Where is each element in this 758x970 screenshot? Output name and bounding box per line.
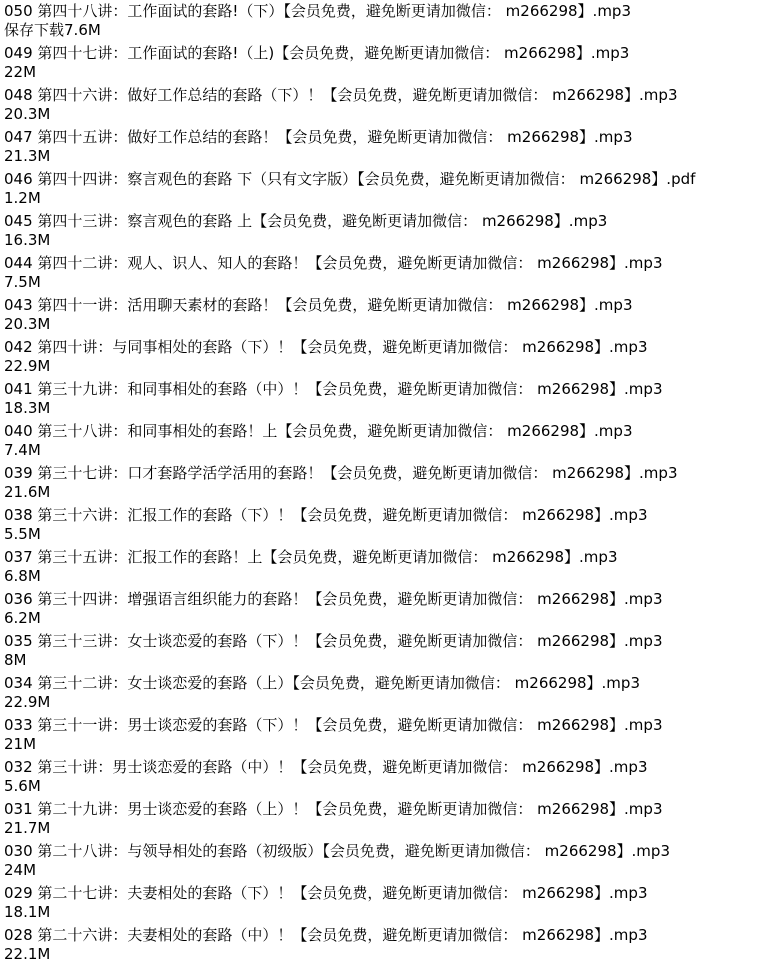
file-list-item[interactable]: [0, 630, 758, 672]
file-meta: [4, 861, 758, 882]
file-name[interactable]: 032 第三十讲：男士谈恋爱的套路（中）！【会员免费，避免断更请加微信： m266298】.mp3: [4, 758, 648, 776]
file-list-item[interactable]: [0, 168, 758, 210]
file-size: 21.3M: [4, 147, 51, 165]
file-list-item[interactable]: [0, 0, 758, 42]
file-meta: [4, 189, 758, 210]
file-size: 7.4M: [4, 441, 41, 459]
file-name[interactable]: 047 第四十五讲：做好工作总结的套路！【会员免费，避免断更请加微信： m266298】.mp3: [4, 128, 633, 146]
file-meta: [4, 63, 758, 84]
file-list-item[interactable]: [0, 756, 758, 798]
file-meta: [4, 273, 758, 294]
file-meta: [4, 399, 758, 420]
file-size: 7.6M: [64, 21, 101, 39]
file-name[interactable]: 029 第二十七讲：夫妻相处的套路（下）！【会员免费，避免断更请加微信： m266298】.mp3: [4, 884, 648, 902]
file-list-item[interactable]: [0, 252, 758, 294]
file-list-item[interactable]: [0, 840, 758, 882]
file-list-item[interactable]: [0, 378, 758, 420]
file-name[interactable]: 030 第二十八讲：与领导相处的套路（初级版）【会员免费，避免断更请加微信： m266298】.mp3: [4, 842, 670, 860]
file-name[interactable]: 036 第三十四讲：增强语言组织能力的套路！【会员免费，避免断更请加微信： m266298】.mp3: [4, 590, 663, 608]
file-meta: [4, 315, 758, 336]
file-name[interactable]: 049 第四十七讲：工作面试的套路!（上)【会员免费，避免断更请加微信： m266298】.mp3: [4, 44, 630, 62]
file-name[interactable]: 033 第三十一讲：男士谈恋爱的套路（下）！【会员免费，避免断更请加微信： m266298】.mp3: [4, 716, 663, 734]
file-list-item[interactable]: [0, 714, 758, 756]
file-meta: [4, 609, 758, 630]
file-list-item[interactable]: [0, 294, 758, 336]
file-list-item[interactable]: [0, 504, 758, 546]
file-size: 7.5M: [4, 273, 41, 291]
file-size: 21.6M: [4, 483, 51, 501]
file-meta: [4, 735, 758, 756]
file-name[interactable]: 039 第三十七讲：口才套路学活学活用的套路！【会员免费，避免断更请加微信： m266298】.mp3: [4, 464, 678, 482]
file-list-item[interactable]: [0, 462, 758, 504]
file-name[interactable]: 034 第三十二讲：女士谈恋爱的套路（上）【会员免费，避免断更请加微信： m266298】.mp3: [4, 674, 640, 692]
file-size: 22.1M: [4, 945, 51, 963]
file-list-item[interactable]: [0, 882, 758, 924]
file-size: 22.9M: [4, 357, 51, 375]
file-meta: [4, 441, 758, 462]
file-meta: [4, 567, 758, 588]
file-size: 18.3M: [4, 399, 51, 417]
file-meta: [4, 105, 758, 126]
file-name[interactable]: 043 第四十一讲：活用聊天素材的套路！【会员免费，避免断更请加微信： m266298】.mp3: [4, 296, 633, 314]
file-size: 22.9M: [4, 693, 51, 711]
file-name[interactable]: 037 第三十五讲：汇报工作的套路！上【会员免费，避免断更请加微信： m266298】.mp3: [4, 548, 618, 566]
file-name[interactable]: 050 第四十八讲：工作面试的套路!（下）【会员免费，避免断更请加微信： m266298】.mp3: [4, 2, 632, 20]
file-meta: [4, 945, 758, 966]
file-name[interactable]: 044 第四十二讲：观人、识人、知人的套路！【会员免费，避免断更请加微信： m266298】.mp3: [4, 254, 663, 272]
file-meta: [4, 525, 758, 546]
file-name[interactable]: 040 第三十八讲：和同事相处的套路！上【会员免费，避免断更请加微信： m266298】.mp3: [4, 422, 633, 440]
file-name[interactable]: 046 第四十四讲：察言观色的套路 下（只有文字版）【会员免费，避免断更请加微信： m266298】.pdf: [4, 170, 696, 188]
file-name[interactable]: 038 第三十六讲：汇报工作的套路（下）！【会员免费，避免断更请加微信： m266298】.mp3: [4, 506, 648, 524]
file-name[interactable]: 041 第三十九讲：和同事相处的套路（中）！【会员免费，避免断更请加微信： m266298】.mp3: [4, 380, 663, 398]
file-list-item[interactable]: [0, 420, 758, 462]
file-name[interactable]: 045 第四十三讲：察言观色的套路 上【会员免费，避免断更请加微信： m266298】.mp3: [4, 212, 608, 230]
file-name[interactable]: 048 第四十六讲：做好工作总结的套路（下）！【会员免费，避免断更请加微信： m266298】.mp3: [4, 86, 678, 104]
file-list-item[interactable]: [0, 672, 758, 714]
file-list-item[interactable]: [0, 210, 758, 252]
file-list-item[interactable]: [0, 924, 758, 966]
file-size: 24M: [4, 861, 37, 879]
file-meta: [4, 357, 758, 378]
file-list-item[interactable]: [0, 84, 758, 126]
file-name[interactable]: 035 第三十三讲：女士谈恋爱的套路（下）！【会员免费，避免断更请加微信： m266298】.mp3: [4, 632, 663, 650]
file-meta: [4, 903, 758, 924]
file-list-item[interactable]: [0, 546, 758, 588]
file-meta: [4, 819, 758, 840]
file-size: 5.5M: [4, 525, 41, 543]
file-size: 1.2M: [4, 189, 41, 207]
file-size: 21M: [4, 735, 37, 753]
file-meta: [4, 693, 758, 714]
file-meta: [4, 21, 758, 42]
file-size: 20.3M: [4, 105, 51, 123]
file-name[interactable]: 028 第二十六讲：夫妻相处的套路（中）！【会员免费，避免断更请加微信： m266298】.mp3: [4, 926, 648, 944]
file-meta: [4, 231, 758, 252]
file-size: 6.8M: [4, 567, 41, 585]
file-list-item[interactable]: [0, 798, 758, 840]
file-size: 8M: [4, 651, 27, 669]
file-size: 18.1M: [4, 903, 51, 921]
file-meta: [4, 777, 758, 798]
file-size: 16.3M: [4, 231, 51, 249]
file-list-item[interactable]: [0, 588, 758, 630]
file-size: 6.2M: [4, 609, 41, 627]
file-size: 5.6M: [4, 777, 41, 795]
file-list-item[interactable]: [0, 42, 758, 84]
file-list-item[interactable]: [0, 126, 758, 168]
file-name[interactable]: 042 第四十讲：与同事相处的套路（下）！【会员免费，避免断更请加微信： m266298】.mp3: [4, 338, 648, 356]
file-size: 20.3M: [4, 315, 51, 333]
file-size: 22M: [4, 63, 37, 81]
file-list-item[interactable]: [0, 336, 758, 378]
save-download-link[interactable]: 保存下载: [4, 21, 65, 39]
file-size: 21.7M: [4, 819, 51, 837]
file-meta: [4, 147, 758, 168]
file-meta: [4, 483, 758, 504]
file-meta: [4, 651, 758, 672]
file-name[interactable]: 031 第二十九讲：男士谈恋爱的套路（上）！【会员免费，避免断更请加微信： m266298】.mp3: [4, 800, 663, 818]
